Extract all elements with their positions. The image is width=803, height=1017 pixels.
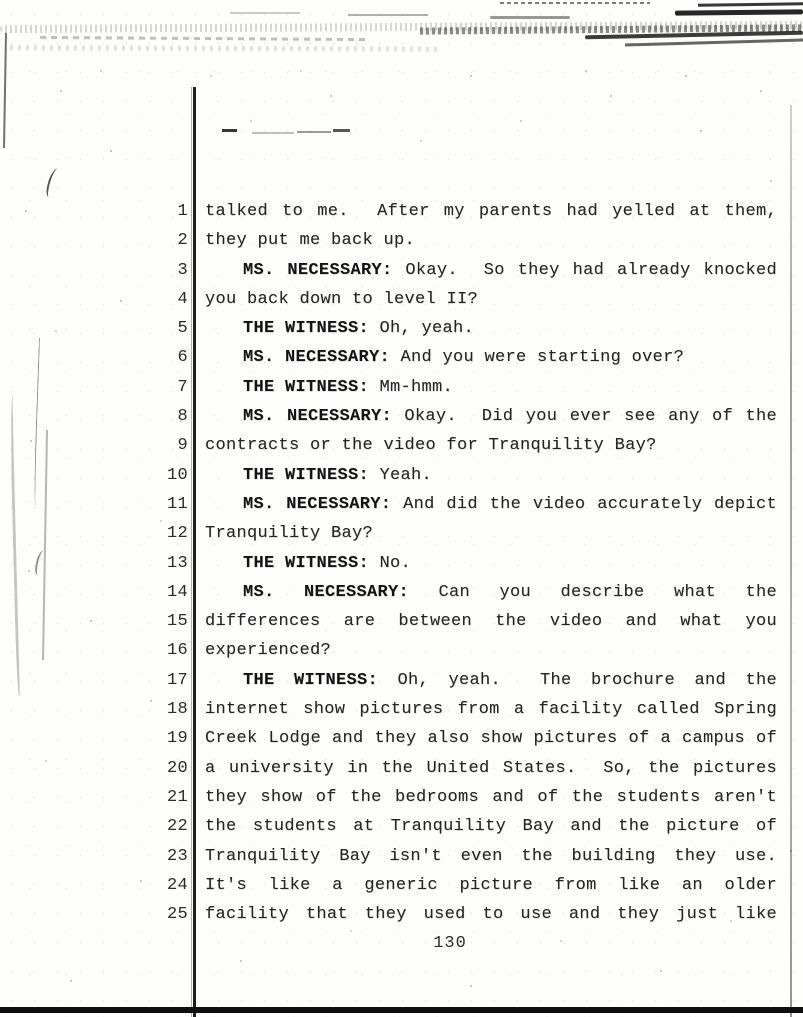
line-number: 23 [166,846,188,866]
scan-artifact [490,16,570,19]
transcript-line [0,636,803,665]
transcript-line [0,842,803,871]
line-text: MS. NECESSARY: Okay. Did you ever see any of the [243,407,777,427]
line-text: Creek Lodge and they also show pictures of a campus of [205,729,777,749]
transcript-lines [0,197,803,929]
transcript-line [0,607,803,636]
transcript-line [0,343,803,372]
line-text: THE WITNESS: Yeah. [243,465,433,485]
line-number: 1 [177,202,188,221]
transcript-line [0,724,803,753]
transcript-line [0,549,803,578]
transcript-line [0,666,803,695]
line-number: 19 [166,729,188,749]
line-number: 20 [166,758,188,778]
transcript-line [0,256,803,285]
speaker-label: THE WITNESS: [243,670,379,690]
line-text: experienced? [205,641,332,661]
transcript-line [0,461,803,490]
line-number: 13 [166,553,188,573]
line-number: 2 [177,231,188,251]
scan-artifact [3,33,7,148]
line-number: 15 [166,612,188,632]
line-text: internet show pictures from a facility called Spring [205,700,777,720]
line-text: talked to me. After my parents had yelled at them, [205,202,777,221]
scan-artifact [333,129,350,132]
line-text: the students at Tranquility Bay and the picture of [205,817,777,837]
line-text: Tranquility Bay isn't even the building they use. [205,846,777,866]
transcript-line [0,226,803,255]
transcript-line [0,695,803,724]
transcript-line [0,431,803,460]
line-number: 16 [166,641,188,661]
transcript-line [0,373,803,402]
line-number: 25 [166,905,188,925]
line-text: THE WITNESS: Oh, yeah. The brochure and the [243,670,777,690]
line-number: 5 [177,319,188,339]
line-number: 4 [177,289,188,309]
scan-artifact [698,2,803,6]
line-text: MS. NECESSARY: Can you describe what the [243,582,777,602]
scan-artifact [45,167,63,199]
line-text: THE WITNESS: Mm-hmm. [243,377,454,397]
line-text: contracts or the video for Tranquility Bay? [205,436,657,456]
line-text: differences are between the video and what you [205,612,777,632]
scan-artifact [500,2,650,4]
line-text: THE WITNESS: No. [243,553,412,573]
line-number: 21 [166,787,188,807]
scan-artifact [222,129,237,132]
scan-artifact [625,39,803,47]
line-number: 11 [166,494,188,514]
line-number: 9 [177,436,188,456]
scan-speckles [0,0,2,2]
line-number: 12 [166,524,188,544]
line-number: 6 [177,348,188,368]
transcript-line [0,871,803,900]
line-number: 8 [177,407,188,427]
scan-artifact [252,132,294,134]
scan-artifact [40,36,370,41]
transcript-line [0,900,803,929]
scan-artifact [675,9,803,15]
scan-artifact [297,131,331,133]
line-text: THE WITNESS: Oh, yeah. [243,319,475,339]
line-text: they put me back up. [205,231,416,251]
transcript-line [0,754,803,783]
transcript-line [0,490,803,519]
transcript-line [0,812,803,841]
speaker-label: MS. NECESSARY: [243,407,392,427]
speaker-label: THE WITNESS: [243,465,370,485]
transcript-line [0,783,803,812]
bottom-scan-bar [0,1007,803,1013]
transcript-line [0,314,803,343]
speaker-label: THE WITNESS: [243,553,370,573]
line-number: 22 [166,817,188,837]
transcript-line [0,285,803,314]
speaker-label: MS. NECESSARY: [243,348,391,368]
line-number: 18 [166,700,188,720]
transcript-line [0,578,803,607]
page-number: 130 [433,934,467,953]
speaker-label: MS. NECESSARY: [243,494,392,514]
speaker-label: MS. NECESSARY: [243,260,393,280]
line-number: 17 [166,670,188,690]
line-text: Tranquility Bay? [205,524,374,544]
line-text: MS. NECESSARY: And you were starting over? [243,348,685,368]
speaker-label: MS. NECESSARY: [243,582,410,602]
line-number: 3 [177,260,188,280]
transcript-line [0,519,803,548]
line-number: 14 [166,582,188,602]
line-number: 7 [177,377,188,397]
line-text: MS. NECESSARY: And did the video accurately depict [243,494,777,514]
line-number: 24 [166,875,188,895]
line-text: MS. NECESSARY: Okay. So they had already knocked [243,260,777,280]
speaker-label: THE WITNESS: [243,319,370,339]
line-text: It's like a generic picture from like an older [205,875,777,895]
line-text: a university in the United States. So, the pictures [205,758,777,778]
scan-artifact [230,12,300,14]
line-text: you back down to level II? [205,289,479,309]
transcript-line [0,197,803,226]
transcript-line [0,402,803,431]
scan-artifact [10,45,440,52]
line-text: they show of the bedrooms and of the students aren't [205,787,777,807]
line-number: 10 [166,465,188,485]
speaker-label: THE WITNESS: [243,377,370,397]
line-text: facility that they used to use and they just like [205,905,777,925]
scan-artifact [348,14,428,16]
